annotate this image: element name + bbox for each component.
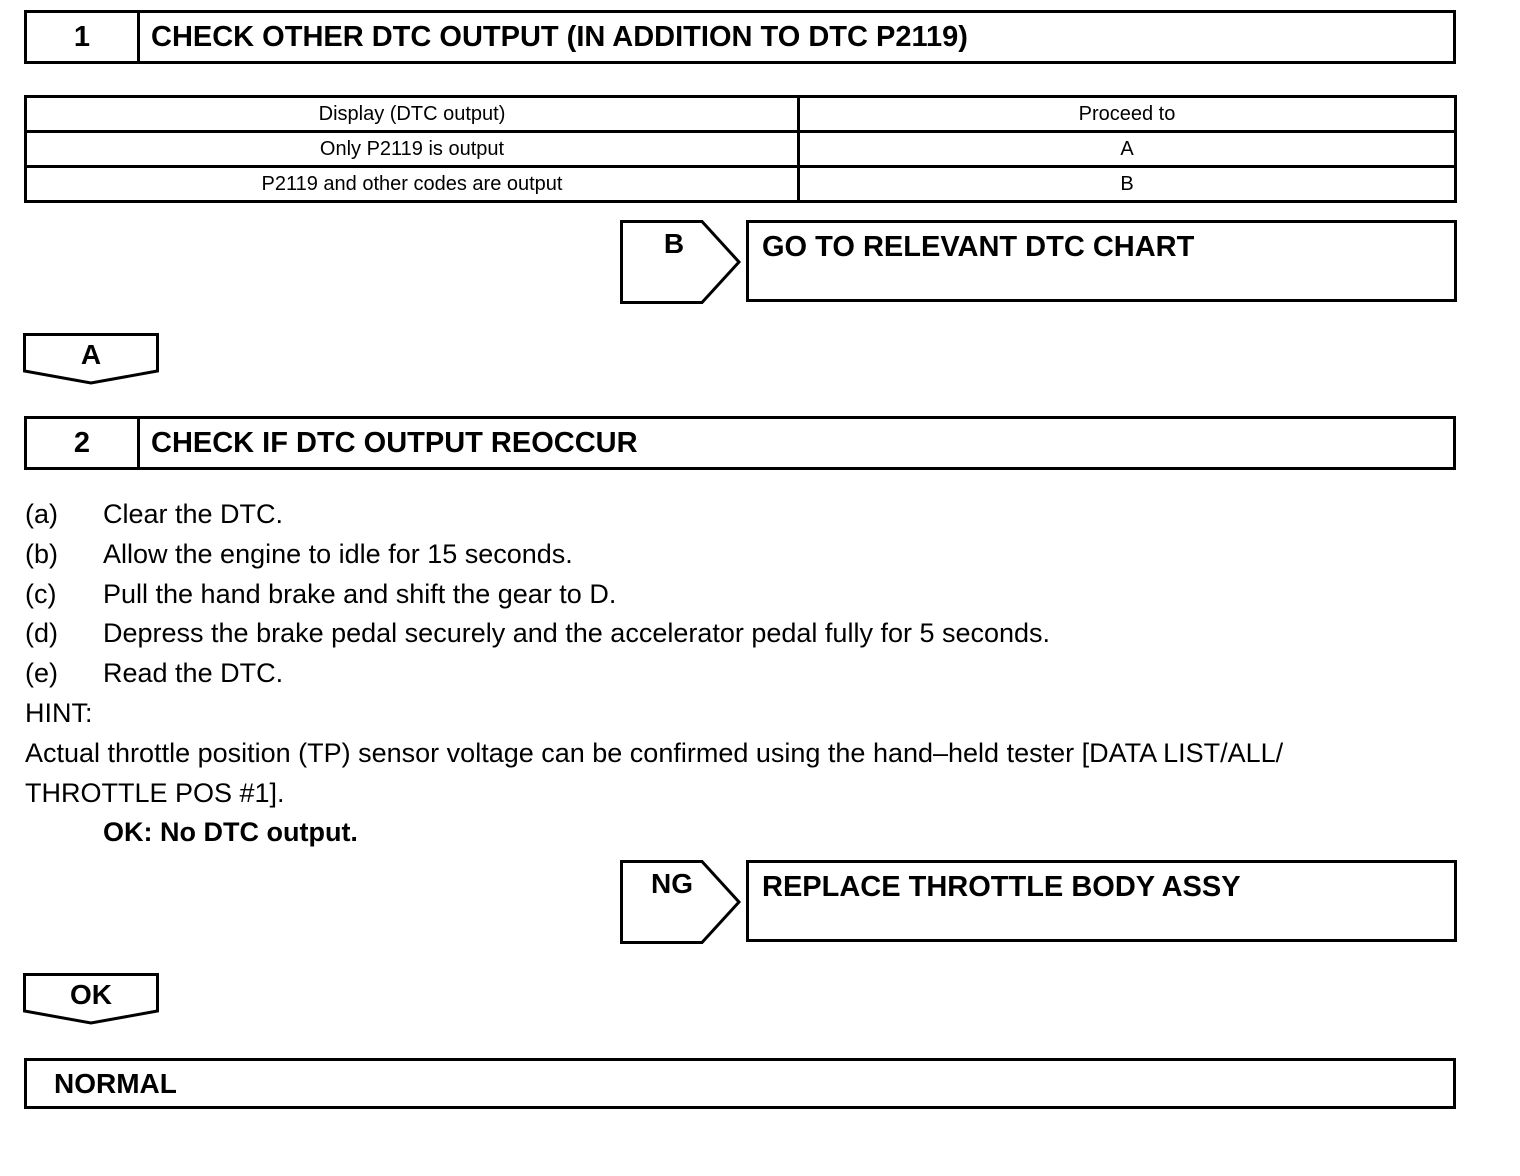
hint-label: HINT: — [25, 698, 93, 728]
procedure-text: Depress the brake pedal securely and the accelerator pedal fully for 5 seconds. — [103, 618, 1051, 648]
table-header-display: Display (DTC output) — [26, 97, 799, 132]
branch-ng-label: NG — [651, 868, 693, 899]
procedure-step — [25, 534, 573, 574]
procedure-text: Pull the hand brake and shift the gear to D. — [103, 579, 617, 609]
branch-b-result — [746, 220, 1457, 302]
table-cell-display: P2119 and other codes are output — [26, 167, 799, 202]
table-header-proceed: Proceed to — [799, 97, 1456, 132]
step-2-number: 2 — [27, 419, 140, 467]
arrow-ok-label: OK — [70, 979, 112, 1010]
table-row — [26, 132, 1456, 167]
step-1-title: CHECK OTHER DTC OUTPUT (IN ADDITION TO DTC P2119) — [151, 20, 968, 53]
arrow-a — [23, 333, 159, 385]
procedure-step — [25, 574, 616, 614]
branch-ng-result — [746, 860, 1457, 942]
arrow-a-label: A — [80, 339, 102, 370]
procedure-letter: (e) — [25, 658, 58, 688]
procedure-letter: (c) — [25, 579, 57, 609]
table-cell-proceed: A — [799, 132, 1456, 167]
procedure-text: Clear the DTC. — [103, 499, 284, 529]
step-2-title: CHECK IF DTC OUTPUT REOCCUR — [151, 426, 638, 459]
table-cell-proceed: B — [799, 167, 1456, 202]
table-row — [26, 167, 1456, 202]
table-cell-display: Only P2119 is output — [26, 132, 799, 167]
step-1-number: 1 — [27, 13, 140, 61]
final-result-label: NORMAL — [54, 1067, 177, 1099]
dtc-output-table — [24, 95, 1457, 203]
procedure-step — [25, 494, 283, 534]
branch-b-arrow — [620, 220, 744, 304]
hint-text-line-2: THROTTLE POS #1]. — [25, 778, 285, 808]
hint-text-line-1: Actual throttle position (TP) sensor voltage can be confirmed using the hand–held tester [DATA LIST/ALL/ — [25, 738, 1284, 768]
procedure-text: Read the DTC. — [103, 658, 284, 688]
procedure-step — [25, 653, 283, 693]
table-header-row — [26, 97, 1456, 132]
final-result-box — [24, 1058, 1456, 1109]
branch-ng-arrow — [620, 860, 744, 944]
procedure-letter: (d) — [25, 618, 58, 648]
procedure-step — [25, 613, 1050, 653]
branch-b-label: B — [663, 228, 685, 259]
arrow-ok — [23, 973, 159, 1025]
branch-ng-action: REPLACE THROTTLE BODY ASSY — [762, 871, 1241, 903]
ok-condition: OK: No DTC output. — [103, 817, 358, 847]
branch-b-action: GO TO RELEVANT DTC CHART — [762, 231, 1195, 263]
procedure-text: Allow the engine to idle for 15 seconds. — [103, 539, 573, 569]
step-1-header — [24, 10, 1456, 64]
step-2-header — [24, 416, 1456, 470]
procedure-letter: (b) — [25, 539, 58, 569]
procedure-letter: (a) — [25, 499, 58, 529]
